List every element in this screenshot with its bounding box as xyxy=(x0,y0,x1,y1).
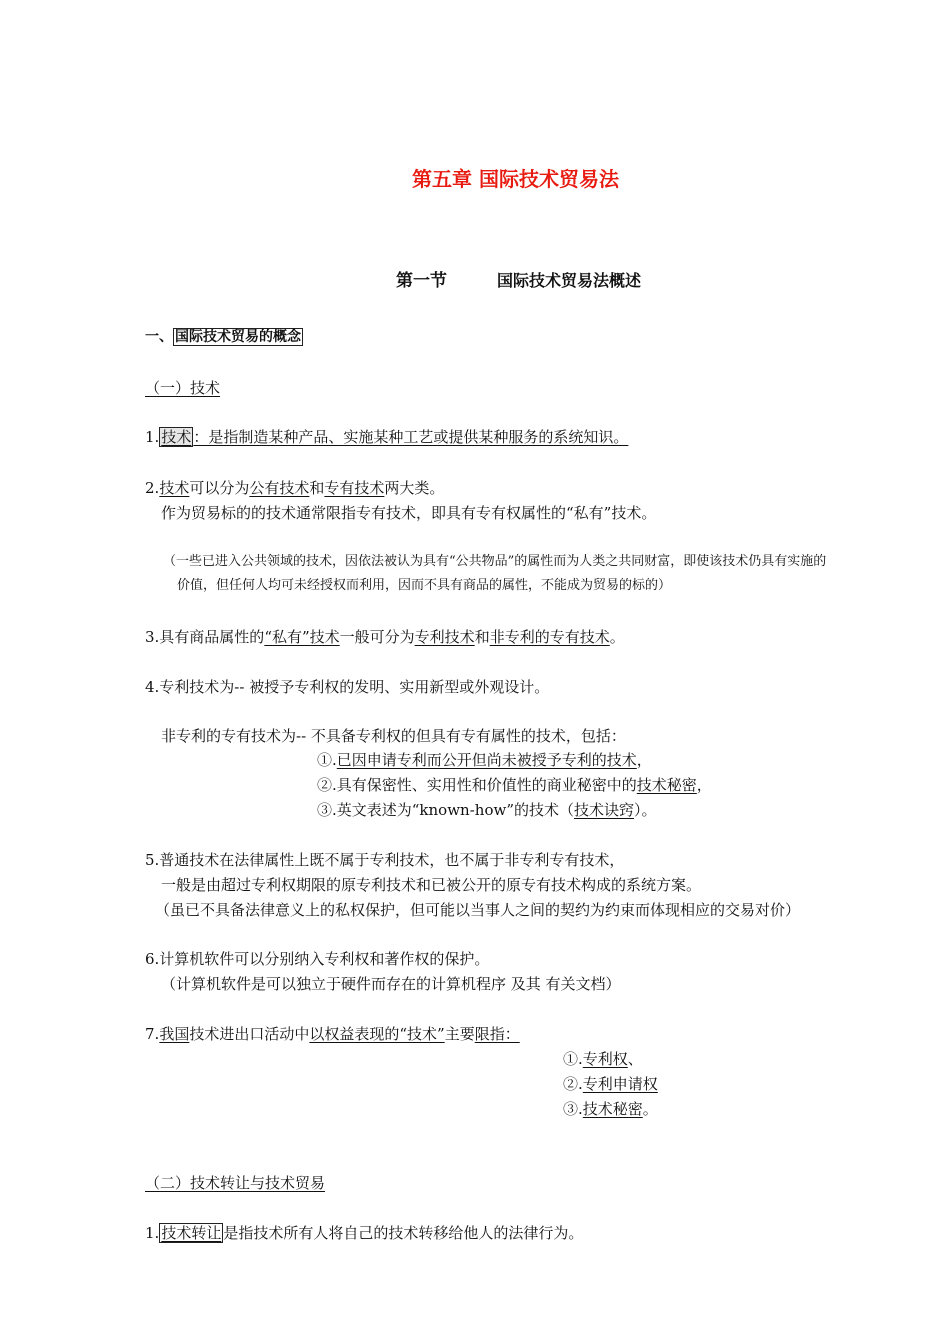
term-technology: 技术 xyxy=(161,428,192,446)
text: ， xyxy=(636,751,652,769)
subsection-heading-2: （二）技术转让与技术贸易 xyxy=(145,1174,326,1192)
item-3 xyxy=(145,627,625,647)
item-4-sub-1 xyxy=(317,750,652,770)
item-1 xyxy=(145,427,628,447)
item-6-line1: 6.计算机软件可以分别纳入专利权和著作权的保护。 xyxy=(145,950,490,968)
text: ②.具有保密性、实用性和价值性的商业秘密中的 xyxy=(317,776,637,794)
text: 。 xyxy=(642,1100,658,1118)
text: 技术进出口活动中 xyxy=(189,1025,310,1043)
text: 、 xyxy=(627,1050,643,1068)
part-prefix: 一、 xyxy=(145,329,173,345)
term: 技术秘密 xyxy=(636,776,697,794)
term: 已因申请专利而公开但尚未被授予专利的技术 xyxy=(336,751,637,769)
sub-number: ③. xyxy=(563,1100,583,1118)
term: 以权益表现的“技术” xyxy=(309,1025,445,1043)
item-7 xyxy=(145,1024,520,1044)
term: 专利申请权 xyxy=(582,1075,658,1093)
term: 技术 xyxy=(159,479,190,497)
section-number: 第一节 xyxy=(396,271,447,291)
text: 是指技术所有人将自己的技术转移给他人的法律行为。 xyxy=(223,1224,584,1242)
item-4-sub-3 xyxy=(317,800,657,820)
item-7-sub-1 xyxy=(563,1049,643,1069)
term: “私有”技术 xyxy=(264,628,340,646)
item-7-sub-2 xyxy=(563,1074,658,1094)
text: ， xyxy=(696,776,712,794)
item-number: 2. xyxy=(145,479,160,497)
text: 和 xyxy=(474,628,490,646)
item-number: 1. xyxy=(145,428,160,446)
sub-number: ①. xyxy=(317,751,337,769)
item-4-line2: 非专利的专有技术为-- 不具备专利权的但具有专有属性的技术，包括： xyxy=(161,727,626,745)
term: 技术诀窍 xyxy=(574,801,635,819)
item-5-line1: 5.普通技术在法律属性上既不属于专利技术，也不属于非专利专有技术， xyxy=(145,851,625,869)
definition: ：是指制造某种产品、实施某种工艺或提供某种服务的系统知识。 xyxy=(193,428,629,446)
item-6-line2: （计算机软件是可以独立于硬件而存在的计算机程序 及其 有关文档） xyxy=(161,975,621,993)
term: 公有技术 xyxy=(249,479,310,497)
term: 我国 xyxy=(159,1025,190,1043)
text: ③.英文表述为“known-how”的技术（ xyxy=(317,801,574,819)
term: 限指： xyxy=(474,1025,520,1043)
chapter-title: 第五章 国际技术贸易法 xyxy=(412,167,619,191)
term: 专利技术 xyxy=(414,628,475,646)
item-4-line1: 4.专利技术为-- 被授予专利权的发明、实用新型或外观设计。 xyxy=(145,678,550,696)
text: 和 xyxy=(309,479,325,497)
sub-number: ②. xyxy=(563,1075,583,1093)
item-number: 1. xyxy=(145,1224,160,1242)
text: 一般可分为 xyxy=(339,628,415,646)
sub-number: ①. xyxy=(563,1050,583,1068)
term-technology-transfer: 技术转让 xyxy=(161,1224,222,1242)
item-2-line2: 作为贸易标的的技术通常限指专有技术，即具有专有权属性的“私有”技术。 xyxy=(161,504,657,522)
term: 专利权 xyxy=(582,1050,628,1068)
item-number: 7. xyxy=(145,1025,160,1043)
item-4-sub-2 xyxy=(317,775,712,795)
term: 专有技术 xyxy=(324,479,385,497)
item-2 xyxy=(145,478,444,498)
part-title: 国际技术贸易的概念 xyxy=(175,329,301,345)
text: 可以分为 xyxy=(189,479,250,497)
term: 非专利的专有技术 xyxy=(489,628,610,646)
text: 主要 xyxy=(444,1025,475,1043)
text: ）。 xyxy=(634,801,657,819)
item-5-line3: （虽已不具备法律意义上的私权保护，但可能以当事人之间的契约为约束而体现相应的交易对价） xyxy=(155,901,801,919)
item-5-line2: 一般是由超过专利权期限的原专利技术和已被公开的原专有技术构成的系统方案。 xyxy=(161,876,702,894)
text: 。 xyxy=(609,628,625,646)
item-7-sub-3 xyxy=(563,1099,658,1119)
item-transfer xyxy=(145,1223,583,1243)
term: 技术秘密 xyxy=(582,1100,643,1118)
item-2-note-line1: （一些已进入公共领域的技术，因依法被认为具有“公共物品”的属性而为人类之共同财富，即使该技术仍具有实施的 xyxy=(163,554,827,569)
item-2-note-line2: 价值，但任何人均可未经授权而利用，因而不具有商品的属性，不能成为贸易的标的） xyxy=(177,578,672,593)
text: 两大类。 xyxy=(384,479,445,497)
part-heading xyxy=(145,327,303,347)
section-title: 国际技术贸易法概述 xyxy=(497,271,642,290)
subsection-heading: （一）技术 xyxy=(145,379,221,397)
text: 3.具有商品属性的 xyxy=(145,628,265,646)
